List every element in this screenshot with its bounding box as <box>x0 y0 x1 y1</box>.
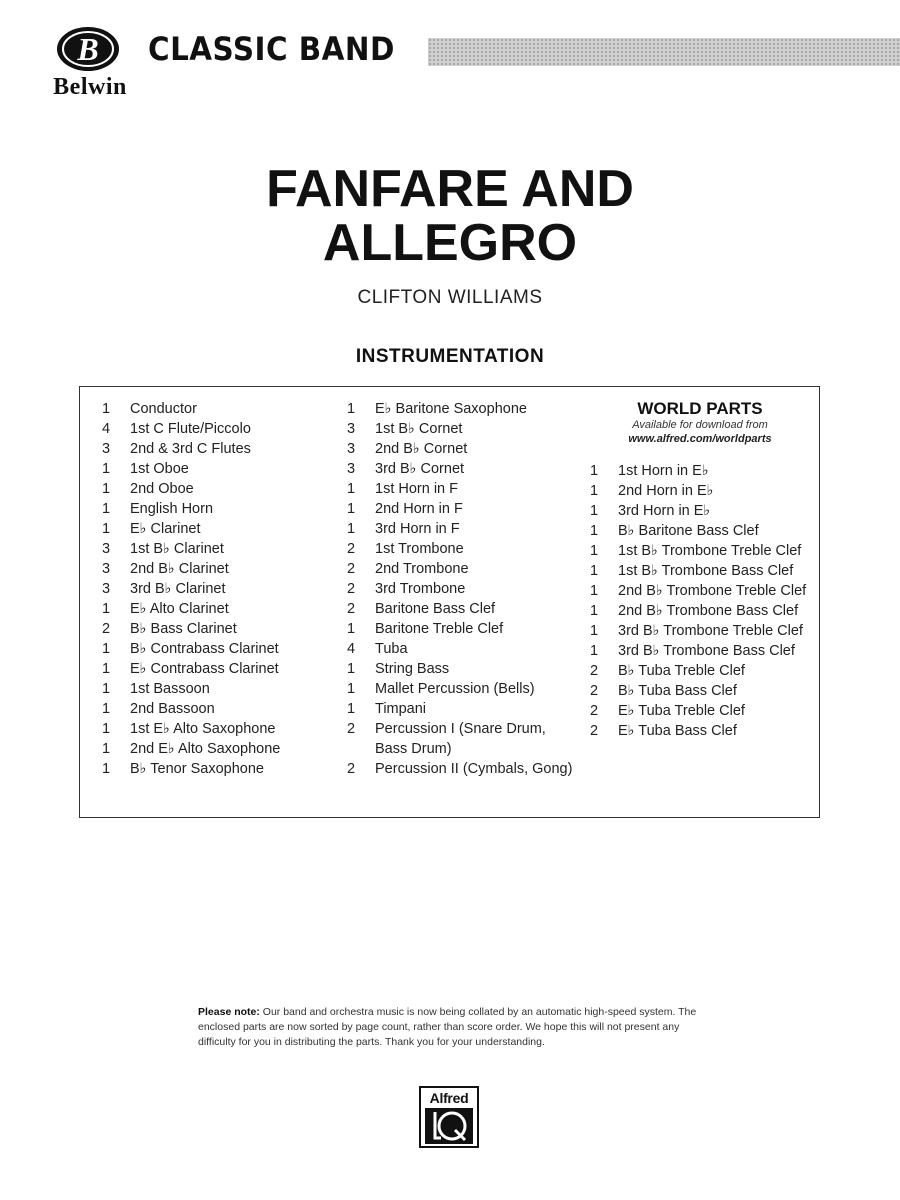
world-part-row <box>590 601 815 621</box>
instrument-quantity: 3 <box>347 421 356 437</box>
instrument-name: 1st Horn in F <box>375 481 458 497</box>
instrumentation-box <box>79 386 820 818</box>
instrument-quantity: 1 <box>347 661 356 677</box>
piece-title-line-2: ALLEGRO <box>322 214 578 272</box>
instrument-quantity: 4 <box>347 641 356 657</box>
instrument-name: E♭ Alto Clarinet <box>130 601 229 617</box>
instrument-row <box>347 699 577 719</box>
instrument-name: E♭ Baritone Saxophone <box>375 401 527 417</box>
world-part-row <box>590 461 815 481</box>
instrument-name: 1st Horn in E♭ <box>618 463 709 479</box>
instrument-quantity: 2 <box>590 703 599 719</box>
instrument-name: Tuba <box>375 641 408 657</box>
instrument-name: 1st B♭ Cornet <box>375 421 463 437</box>
instrument-quantity: 1 <box>102 661 111 677</box>
instrument-name: English Horn <box>130 501 214 517</box>
instrument-row <box>102 639 332 659</box>
instrument-row <box>102 739 332 759</box>
world-parts-title: WORLD PARTS <box>637 399 763 418</box>
instrument-column-2 <box>347 399 577 779</box>
instrument-quantity: 1 <box>590 563 599 579</box>
instrument-quantity: 1 <box>347 521 356 537</box>
svg-text:B: B <box>77 31 99 67</box>
instrument-name: Baritone Bass Clef <box>375 601 496 617</box>
instrument-row <box>102 759 332 779</box>
instrument-row <box>102 419 332 439</box>
instrument-name: String Bass <box>375 661 450 677</box>
composer-name: CLIFTON WILLIAMS <box>357 287 543 308</box>
world-part-row <box>590 501 815 521</box>
instrument-name: 2nd B♭ Trombone Bass Clef <box>618 603 799 619</box>
instrument-row <box>347 539 577 559</box>
instrument-name: 2nd Oboe <box>130 481 194 497</box>
instrument-row <box>347 559 577 579</box>
series-title: CLASSIC BAND <box>148 30 395 68</box>
instrument-name: 1st B♭ Clarinet <box>130 541 224 557</box>
instrument-row <box>102 659 332 679</box>
world-part-row <box>590 521 815 541</box>
instrument-quantity: 2 <box>590 723 599 739</box>
instrument-quantity: 1 <box>590 603 599 619</box>
instrument-name: Percussion I (Snare Drum, Bass Drum) <box>375 721 546 757</box>
piece-title <box>0 162 900 270</box>
alfred-wordmark: Alfred <box>429 1090 469 1106</box>
instrument-name: 1st E♭ Alto Saxophone <box>130 721 276 737</box>
world-part-row <box>590 661 815 681</box>
instrument-quantity: 1 <box>347 701 356 717</box>
instrument-row <box>102 699 332 719</box>
world-part-row <box>590 561 815 581</box>
instrument-row <box>102 459 332 479</box>
instrument-name: 1st C Flute/Piccolo <box>130 421 251 437</box>
instrument-row <box>347 439 577 459</box>
instrument-name: E♭ Tuba Bass Clef <box>618 723 737 739</box>
series-decorative-bar <box>428 38 900 66</box>
instrument-name: 2nd Horn in E♭ <box>618 483 714 499</box>
instrument-quantity: 2 <box>347 561 356 577</box>
instrument-name: 2nd B♭ Clarinet <box>130 561 229 577</box>
instrument-name: 1st B♭ Trombone Treble Clef <box>618 543 802 559</box>
instrument-quantity: 1 <box>590 463 599 479</box>
belwin-wordmark: Belwin <box>53 74 127 100</box>
instrument-name: B♭ Baritone Bass Clef <box>618 523 759 539</box>
instrument-name: E♭ Contrabass Clarinet <box>130 661 279 677</box>
instrument-quantity: 1 <box>102 641 111 657</box>
instrument-quantity: 4 <box>102 421 111 437</box>
instrument-name: B♭ Bass Clarinet <box>130 621 237 637</box>
world-part-row <box>590 581 815 601</box>
instrument-name: 3rd B♭ Trombone Bass Clef <box>618 643 795 659</box>
instrument-quantity: 1 <box>590 643 599 659</box>
world-parts-header <box>590 399 810 446</box>
instrument-row <box>347 679 577 699</box>
instrument-quantity: 1 <box>590 543 599 559</box>
instrument-quantity: 1 <box>102 701 111 717</box>
instrument-name: 1st Trombone <box>375 541 464 557</box>
instrument-row <box>102 499 332 519</box>
instrument-quantity: 1 <box>102 761 111 777</box>
belwin-b-icon <box>54 24 122 74</box>
instrument-quantity: 1 <box>590 623 599 639</box>
note-label: Please note: <box>198 1006 260 1018</box>
instrument-quantity: 3 <box>347 441 356 457</box>
instrument-name: 1st Bassoon <box>130 681 210 697</box>
instrument-row <box>102 579 332 599</box>
instrument-quantity: 3 <box>102 561 111 577</box>
instrument-quantity: 1 <box>102 481 111 497</box>
instrument-quantity: 1 <box>347 401 356 417</box>
instrument-name: Mallet Percussion (Bells) <box>375 681 535 697</box>
instrument-row <box>347 459 577 479</box>
instrument-row <box>347 719 577 759</box>
world-part-row <box>590 721 815 741</box>
instrument-row <box>347 399 577 419</box>
instrument-name: B♭ Contrabass Clarinet <box>130 641 279 657</box>
instrument-quantity: 1 <box>102 741 111 757</box>
instrument-quantity: 2 <box>590 663 599 679</box>
instrument-quantity: 1 <box>347 501 356 517</box>
instrument-row <box>347 499 577 519</box>
instrument-quantity: 1 <box>102 681 111 697</box>
instrument-name: 2nd E♭ Alto Saxophone <box>130 741 281 757</box>
instrument-row <box>347 659 577 679</box>
instrument-quantity: 1 <box>102 401 111 417</box>
instrument-name: 3rd B♭ Clarinet <box>130 581 226 597</box>
instrument-quantity: 1 <box>102 721 111 737</box>
instrument-name: Conductor <box>130 401 197 417</box>
instrument-name: B♭ Tenor Saxophone <box>130 761 264 777</box>
instrument-row <box>347 479 577 499</box>
instrument-name: 1st Oboe <box>130 461 189 477</box>
instrument-name: B♭ Tuba Bass Clef <box>618 683 737 699</box>
instrument-name: 2nd Trombone <box>375 561 469 577</box>
instrument-quantity: 1 <box>102 521 111 537</box>
world-part-row <box>590 621 815 641</box>
instrumentation-heading: INSTRUMENTATION <box>355 346 545 367</box>
instrument-quantity: 2 <box>347 541 356 557</box>
instrument-quantity: 1 <box>590 483 599 499</box>
world-part-row <box>590 681 815 701</box>
instrument-row <box>102 559 332 579</box>
instrument-row <box>347 579 577 599</box>
instrument-row <box>102 399 332 419</box>
alfred-emblem-icon <box>425 1108 473 1144</box>
instrument-quantity: 1 <box>590 583 599 599</box>
instrument-quantity: 1 <box>347 481 356 497</box>
instrument-name: Percussion II (Cymbals, Gong) <box>375 761 573 777</box>
instrument-row <box>347 599 577 619</box>
instrument-name: B♭ Tuba Treble Clef <box>618 663 745 679</box>
header <box>30 24 900 104</box>
instrument-quantity: 1 <box>347 621 356 637</box>
instrument-name: 3rd Horn in E♭ <box>618 503 711 519</box>
instrument-quantity: 1 <box>102 601 111 617</box>
world-part-row <box>590 701 815 721</box>
instrument-row <box>347 419 577 439</box>
instrument-row <box>347 639 577 659</box>
instrument-name: Baritone Treble Clef <box>375 621 504 637</box>
piece-title-line-1: FANFARE AND <box>266 160 634 218</box>
instrument-quantity: 2 <box>590 683 599 699</box>
instrument-name: Timpani <box>375 701 427 717</box>
instrument-name: 3rd B♭ Cornet <box>375 461 465 477</box>
instrument-name: 1st B♭ Trombone Bass Clef <box>618 563 794 579</box>
instrument-quantity: 2 <box>347 581 356 597</box>
alfred-logo <box>419 1086 479 1148</box>
instrument-name: 2nd B♭ Trombone Treble Clef <box>618 583 807 599</box>
instrument-row <box>347 619 577 639</box>
instrument-quantity: 2 <box>347 761 356 777</box>
instrument-quantity: 1 <box>590 503 599 519</box>
instrument-quantity: 3 <box>347 461 356 477</box>
instrument-name: E♭ Clarinet <box>130 521 201 537</box>
instrument-row <box>347 519 577 539</box>
instrument-row <box>102 599 332 619</box>
instrument-row <box>102 679 332 699</box>
instrument-quantity: 2 <box>347 601 356 617</box>
instrument-row <box>102 439 332 459</box>
world-parts-url[interactable]: www.alfred.com/worldparts <box>628 433 772 445</box>
instrument-quantity: 1 <box>102 501 111 517</box>
instrument-quantity: 1 <box>590 523 599 539</box>
instrument-quantity: 3 <box>102 441 111 457</box>
instrument-name: 2nd Horn in F <box>375 501 463 517</box>
instrument-name: 3rd B♭ Trombone Treble Clef <box>618 623 803 639</box>
world-parts-subtitle: Available for download from <box>632 419 768 431</box>
world-part-row <box>590 481 815 501</box>
instrument-quantity: 2 <box>347 721 356 737</box>
collation-note <box>198 1005 713 1050</box>
instrument-row <box>347 759 577 779</box>
instrument-quantity: 2 <box>102 621 111 637</box>
instrument-name: 3rd Horn in F <box>375 521 460 537</box>
instrument-quantity: 1 <box>347 681 356 697</box>
instrument-row <box>102 539 332 559</box>
instrument-quantity: 3 <box>102 541 111 557</box>
instrument-name: 2nd B♭ Cornet <box>375 441 468 457</box>
instrument-row <box>102 719 332 739</box>
instrument-quantity: 1 <box>102 461 111 477</box>
instrument-name: 2nd Bassoon <box>130 701 215 717</box>
instrument-name: 3rd Trombone <box>375 581 466 597</box>
instrument-row <box>102 519 332 539</box>
instrument-row <box>102 479 332 499</box>
instrument-name: 2nd & 3rd C Flutes <box>130 441 251 457</box>
world-part-row <box>590 541 815 561</box>
instrument-name: E♭ Tuba Treble Clef <box>618 703 745 719</box>
world-part-row <box>590 641 815 661</box>
instrument-row <box>102 619 332 639</box>
instrument-column-1 <box>102 399 332 779</box>
instrument-quantity: 3 <box>102 581 111 597</box>
note-text: Our band and orchestra music is now being collated by an automatic high-speed system. The enclosed parts are now sorted by page count, rather than score order. We hope this will not present any difficulty for you in distributing the parts. Thank you for your understanding. <box>198 1006 697 1048</box>
world-parts-list <box>590 461 815 741</box>
belwin-logo <box>34 24 144 100</box>
